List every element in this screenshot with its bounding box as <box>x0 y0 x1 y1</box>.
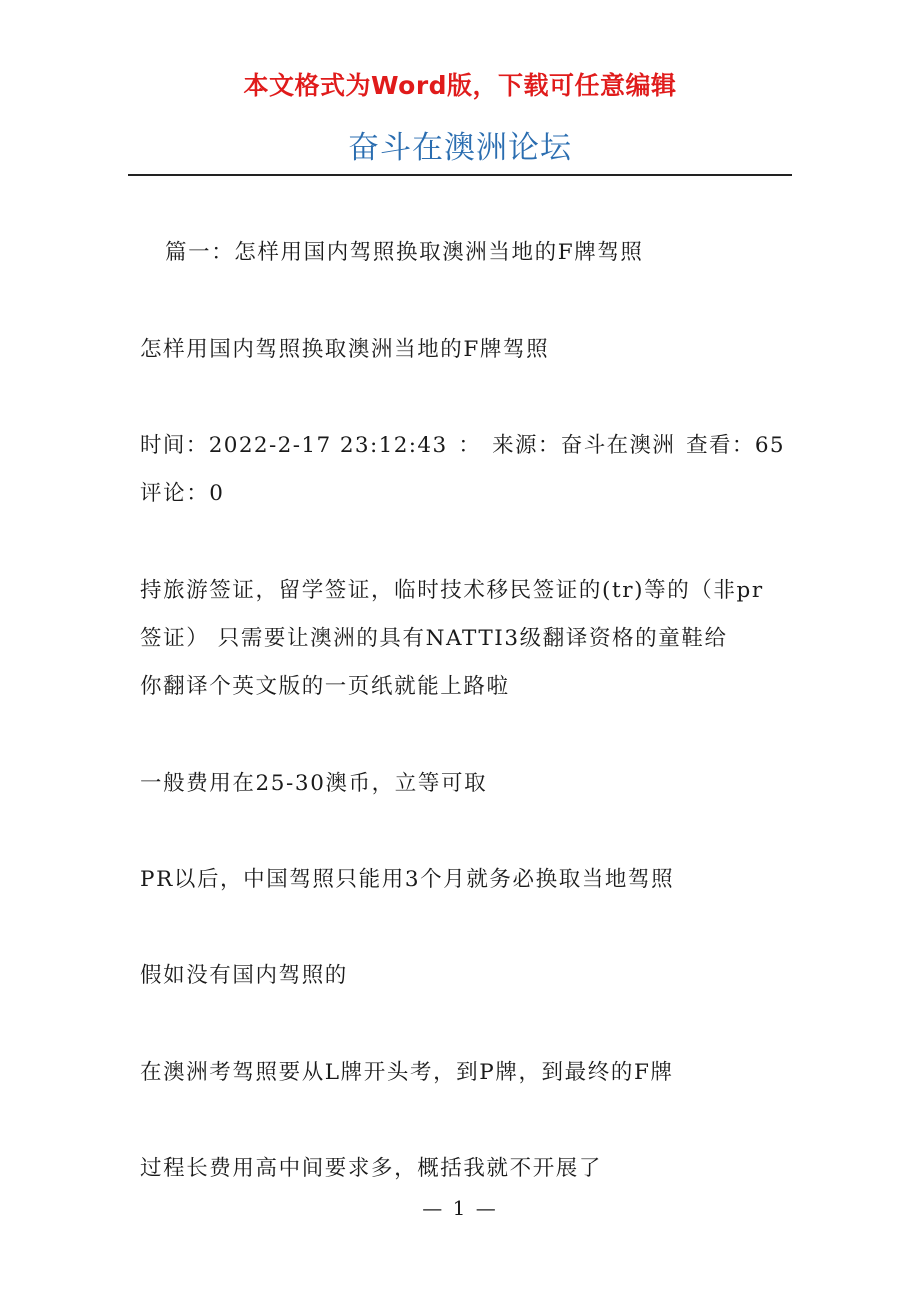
download-banner: 本文格式为Word版，下载可任意编辑 <box>243 71 677 100</box>
header-divider <box>128 174 792 176</box>
paragraph-line: 在澳洲考驾照要从L牌开头考，到P牌，到最终的F牌 <box>140 1060 674 1085</box>
meta-time: 时间：2022-2-17 23:12:43 <box>140 433 448 458</box>
paragraph-line: 你翻译个英文版的一页纸就能上路啦 <box>140 674 510 699</box>
paragraph-line: 过程长费用高中间要求多，概括我就不开展了 <box>140 1156 603 1181</box>
article-title: 怎样用国内驾照换取澳洲当地的F牌驾照 <box>140 337 550 362</box>
meta-source: 来源：奋斗在澳洲 <box>492 433 676 458</box>
paragraph-line: PR以后，中国驾照只能用3个月就务必换取当地驾照 <box>140 867 675 892</box>
article-meta <box>140 422 785 470</box>
paragraph-line: 一般费用在25-30澳币，立等可取 <box>140 771 488 796</box>
section-heading: 篇一：怎样用国内驾照换取澳洲当地的F牌驾照 <box>165 240 644 265</box>
paragraph-line: 假如没有国内驾照的 <box>140 963 348 988</box>
page-number: — 1 — <box>422 1196 498 1220</box>
site-title: 奋斗在澳洲论坛 <box>348 130 572 166</box>
meta-comments: 评论：0 <box>140 481 225 506</box>
paragraph-line: 签证） 只需要让澳洲的具有NATTI3级翻译资格的童鞋给 <box>140 626 728 651</box>
meta-separator: ： <box>458 433 482 458</box>
paragraph-line: 持旅游签证，留学签证，临时技术移民签证的(tr)等的（非pr <box>140 578 764 603</box>
meta-views: 查看：65 <box>686 433 785 458</box>
